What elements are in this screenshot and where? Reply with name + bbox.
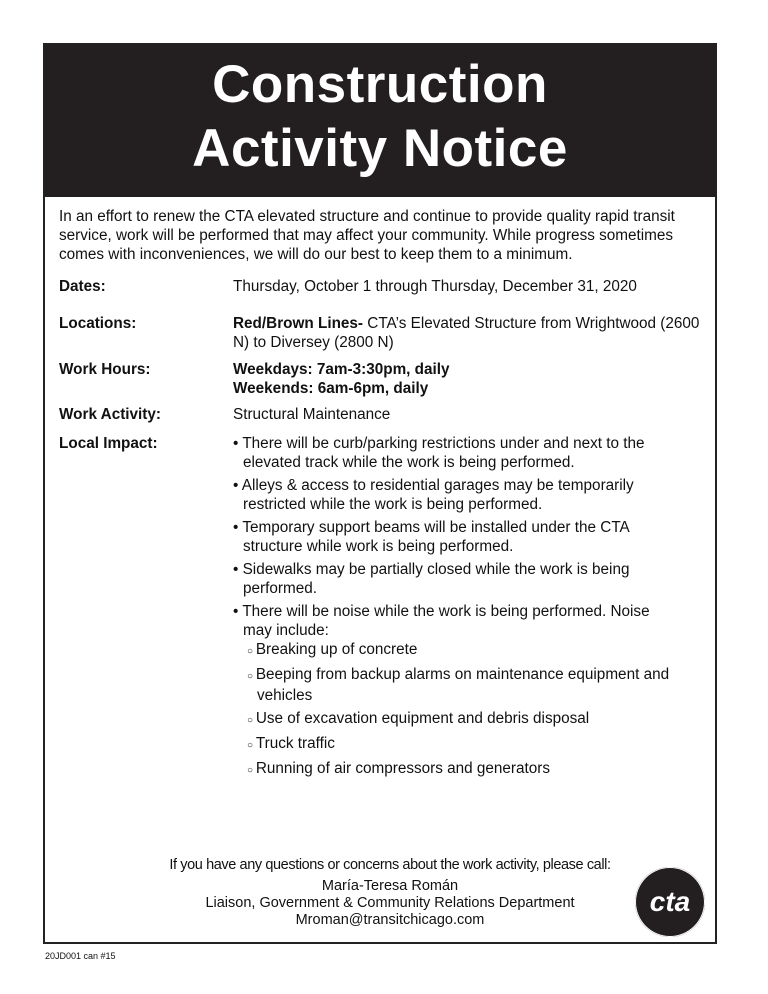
contact-name: María-Teresa Román: [321, 878, 459, 894]
noise-item: ○ Breaking up of concrete: [247, 641, 418, 658]
impact-list: [233, 434, 678, 784]
contact-department: Liaison, Government & Community Relations Department: [205, 895, 575, 911]
impact-bullet: • Temporary support beams will be installed under the CTA structure while work is being performed.: [233, 519, 629, 555]
noise-item-text: Breaking up of concrete: [255, 641, 418, 658]
title-line-2: Activity Notice: [192, 119, 568, 178]
impact-bullet: • Alleys & access to residential garages may be temporarily restricted while the work is being performed.: [233, 477, 634, 513]
noise-item: ○ Running of air compressors and generators: [247, 760, 551, 777]
contact-email[interactable]: Mroman@transitchicago.com: [295, 912, 485, 928]
title-line-1: Construction: [212, 55, 548, 114]
impact-bullet: • There will be noise while the work is being performed. Noise may include:: [233, 603, 650, 639]
work-activity-value: Structural Maintenance: [233, 406, 391, 423]
dates-label: Dates:: [59, 278, 106, 295]
noise-item-text: Running of air compressors and generators: [255, 760, 551, 777]
work-hours-value: [233, 360, 703, 398]
document-code: 20JD001 can #15: [45, 951, 116, 961]
noise-item: ○ Use of excavation equipment and debris disposal: [247, 710, 590, 727]
cta-logo: cta: [635, 867, 705, 937]
locations-text: CTA’s Elevated Structure from Wrightwood (2600 N) to Diversey (2800 N): [233, 315, 700, 351]
work-hours-label: Work Hours:: [59, 361, 151, 378]
notice-frame: [43, 43, 717, 944]
weekdays-hours: Weekdays: 7am-3:30pm, daily: [233, 361, 450, 378]
weekends-hours: Weekends: 6am-6pm, daily: [233, 380, 429, 397]
noise-item: ○ Beeping from backup alarms on maintenance equipment and vehicles: [247, 666, 670, 704]
work-activity-label: Work Activity:: [59, 406, 161, 423]
noise-item: ○ Truck traffic: [247, 735, 335, 752]
intro-paragraph: In an effort to renew the CTA elevated structure and continue to provide quality rapid transit service, work will be performed that may affect your community. While progress sometimes comes with inconveniences, we will do our best to keep them to a minimum.: [59, 208, 675, 263]
contact-block: [155, 857, 625, 929]
locations-value: [233, 314, 703, 352]
title-banner: [45, 45, 715, 197]
noise-item-text: Truck traffic: [255, 735, 335, 752]
contact-question: If you have any questions or concerns about the work activity, please call:: [169, 857, 611, 873]
local-impact-label: Local Impact:: [59, 435, 158, 452]
impact-bullet: • Sidewalks may be partially closed while the work is being performed.: [233, 561, 630, 597]
dates-value: Thursday, October 1 through Thursday, December 31, 2020: [233, 278, 637, 295]
impact-bullet: • There will be curb/parking restrictions under and next to the elevated track while the work is being performed.: [233, 435, 645, 471]
noise-item-text: Use of excavation equipment and debris disposal: [255, 710, 590, 727]
noise-item-text: Beeping from backup alarms on maintenance equipment and vehicles: [255, 666, 670, 704]
locations-label: Locations:: [59, 315, 137, 332]
lines-name: Red/Brown Lines-: [233, 315, 364, 332]
